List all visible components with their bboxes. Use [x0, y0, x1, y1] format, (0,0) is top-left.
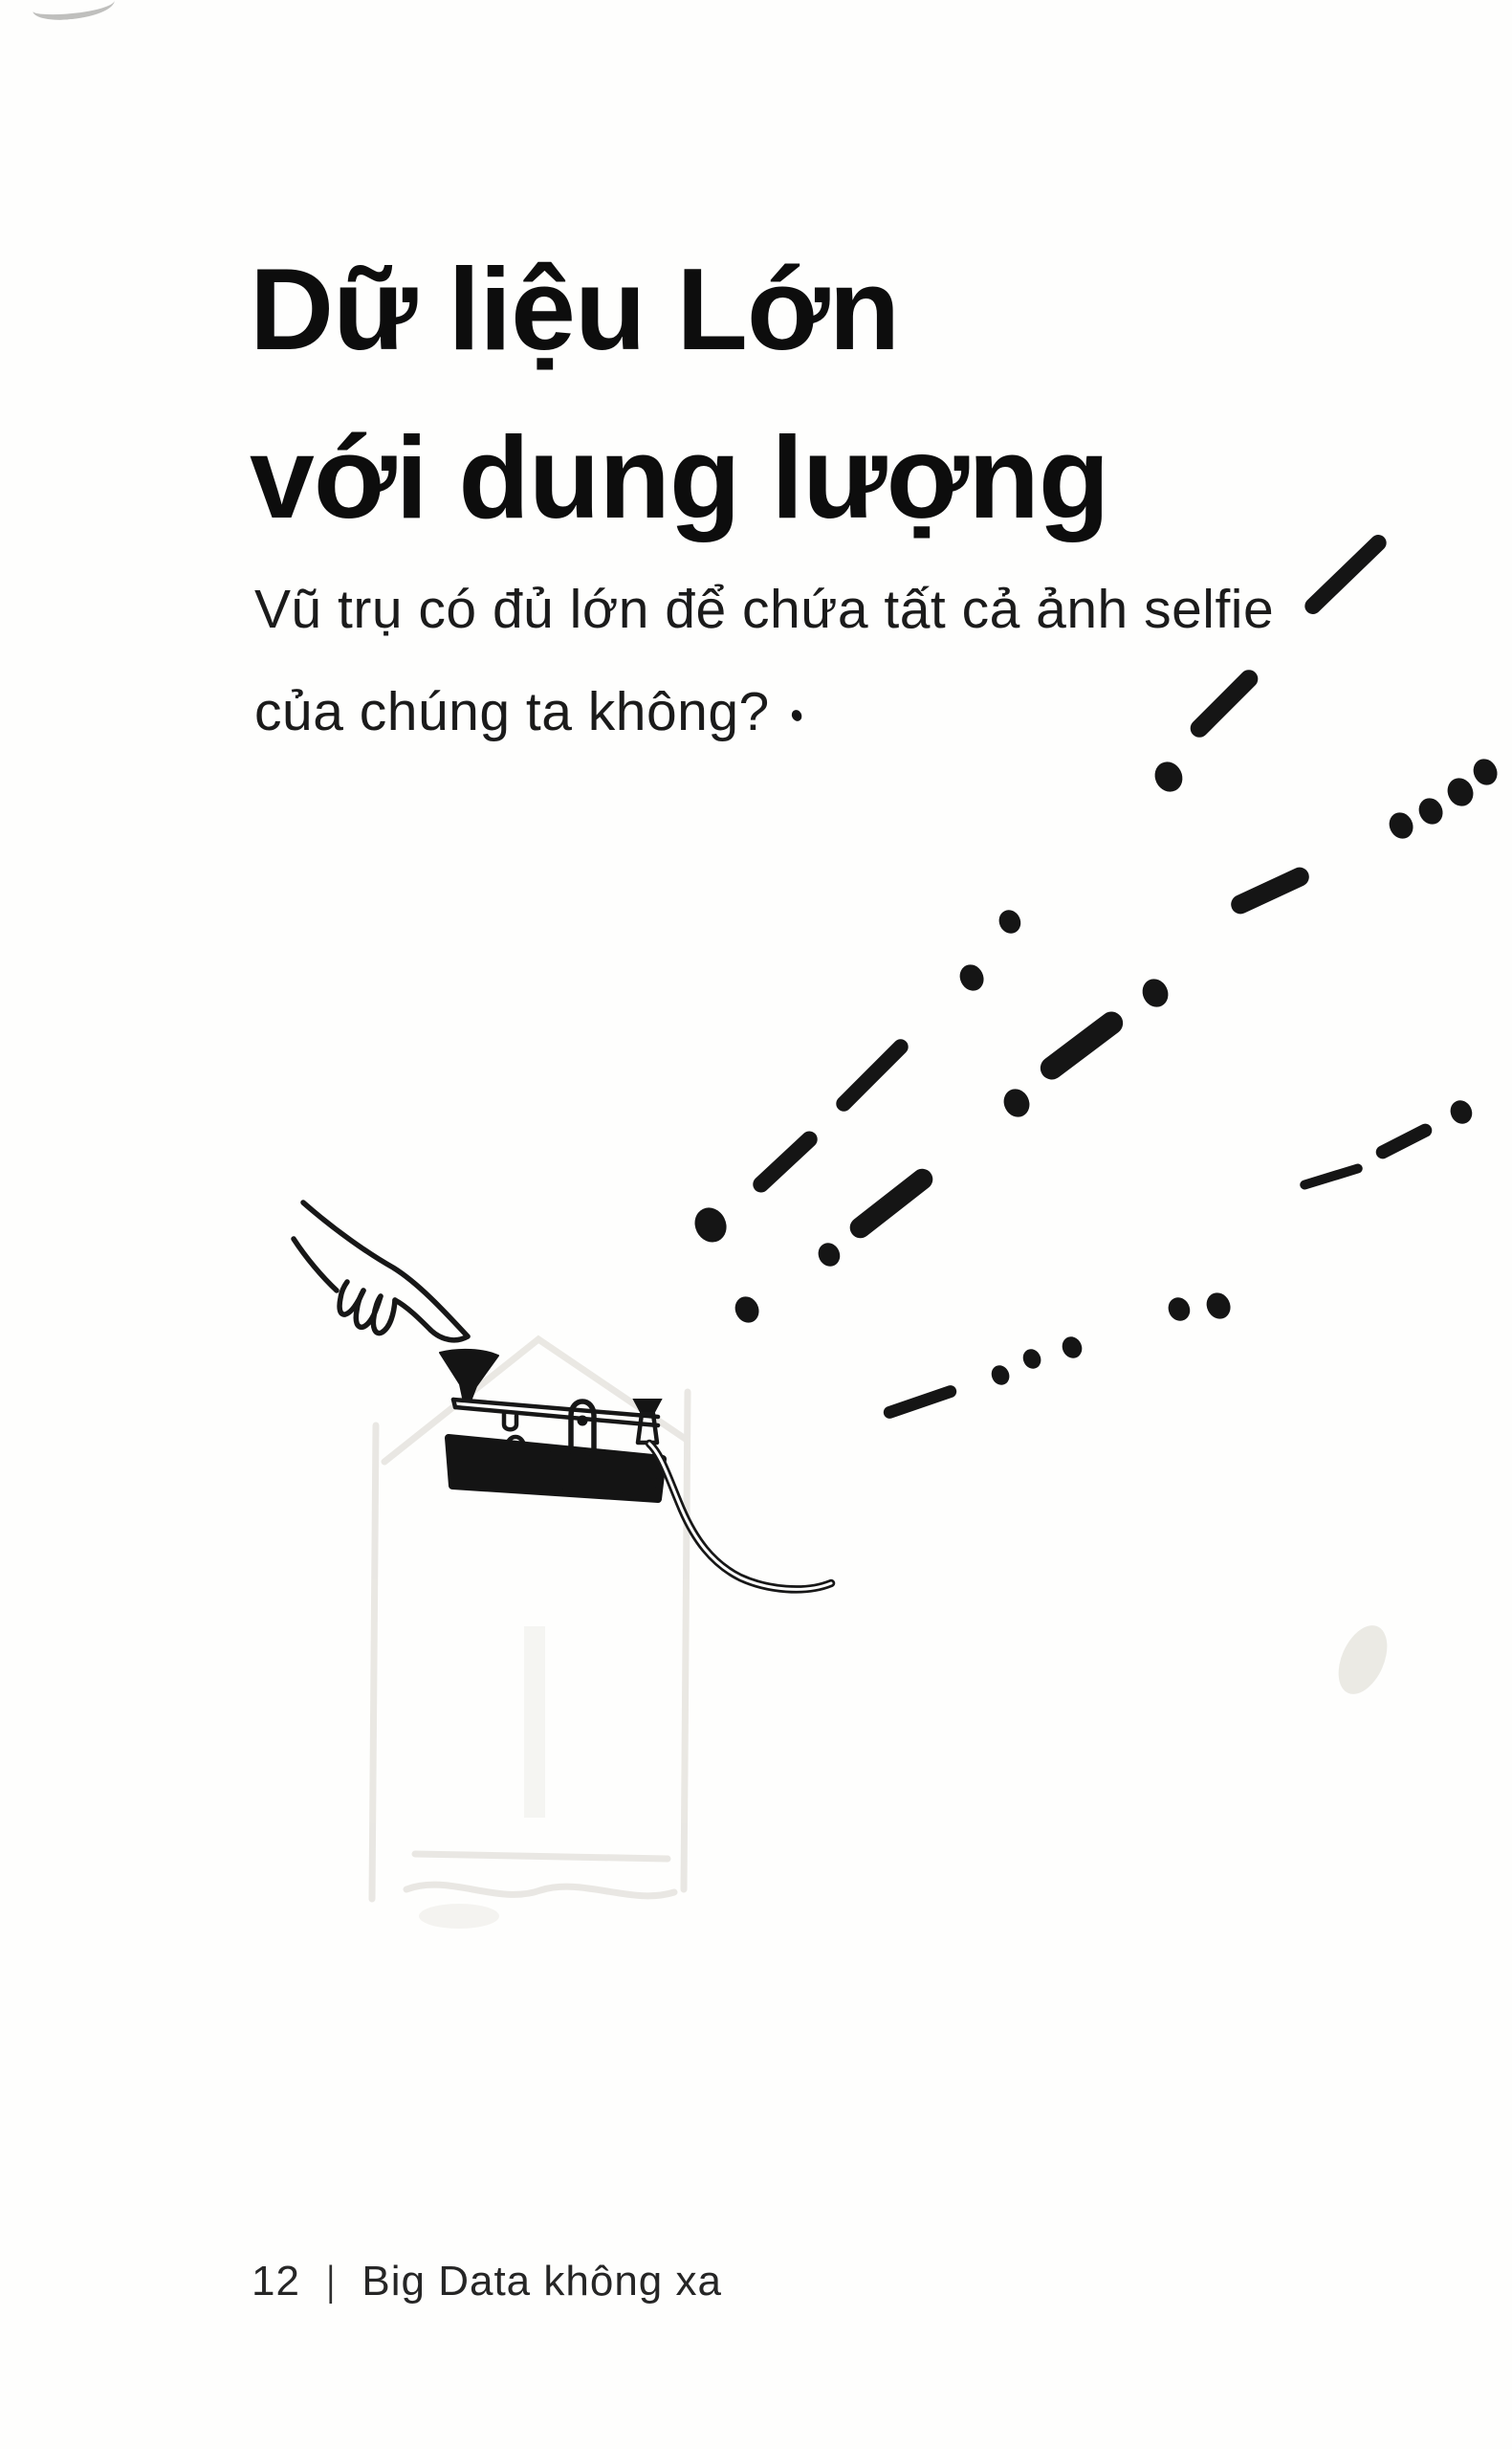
key-wire	[649, 1444, 831, 1589]
key-contact	[504, 1414, 516, 1429]
key-right-post	[638, 1414, 657, 1443]
pointing-hand	[294, 1202, 468, 1340]
telegraph-key	[440, 1350, 831, 1590]
page-number: 12	[252, 2258, 300, 2305]
chapter-title-line2: với dung lượng	[250, 411, 1109, 542]
page-footer	[252, 2258, 722, 2306]
key-pivot-hole	[578, 1416, 588, 1426]
footer-separator: |	[326, 2258, 336, 2305]
chapter-subtitle-line1: Vũ trụ có đủ lớn để chứa tất cả ảnh selfie	[254, 579, 1275, 640]
faint-blotch	[1328, 1618, 1396, 1701]
chapter-title-line1: Dữ liệu Lớn	[250, 244, 900, 374]
chapter-subtitle-line2: của chúng ta không?	[254, 681, 770, 743]
book-title: Big Data không xa	[362, 2258, 722, 2305]
key-base	[449, 1438, 663, 1499]
